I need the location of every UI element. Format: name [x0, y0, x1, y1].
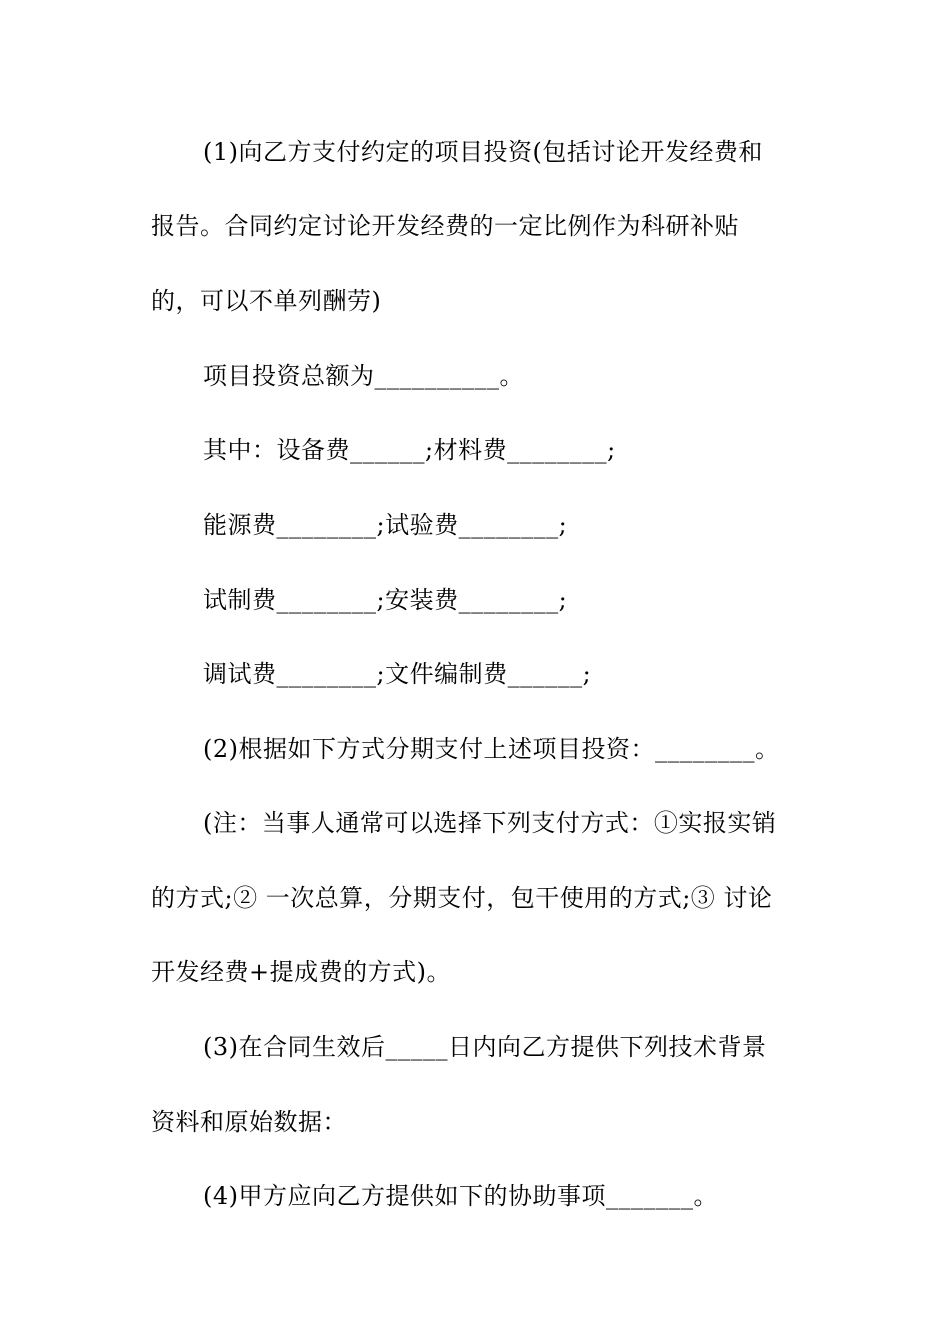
cost-line-equipment-material: 其中：设备费______;材料费________;: [203, 436, 616, 464]
cost-line-debugging-documentation: 调试费________;文件编制费______;: [203, 660, 592, 688]
paragraph-4-line: (4)甲方应向乙方提供如下的协助事项_______。: [203, 1182, 718, 1210]
note-line-2: 的方式;② 一次总算，分期支付，包干使用的方式;③ 讨论: [151, 884, 773, 912]
paragraph-1-line-2: 报告。合同约定讨论开发经费的一定比例作为科研补贴: [151, 212, 739, 240]
paragraph-1-line-3: 的，可以不单列酬劳): [151, 287, 382, 315]
paragraph-3-line-1: (3)在合同生效后_____日内向乙方提供下列技术背景: [203, 1033, 767, 1061]
note-line-1: (注：当事人通常可以选择下列支付方式：①实报实销: [203, 809, 777, 837]
paragraph-3-line-2: 资料和原始数据：: [151, 1108, 347, 1136]
note-line-3: 开发经费+提成费的方式)。: [151, 958, 451, 986]
total-investment-line: 项目投资总额为__________。: [203, 362, 524, 390]
paragraph-2-line: (2)根据如下方式分期支付上述项目投资：________。: [203, 735, 780, 763]
cost-line-energy-testing: 能源费________;试验费________;: [203, 511, 568, 539]
paragraph-1-line-1: (1)向乙方支付约定的项目投资(包括讨论开发经费和: [203, 138, 763, 166]
cost-line-trial-installation: 试制费________;安装费________;: [203, 586, 568, 614]
